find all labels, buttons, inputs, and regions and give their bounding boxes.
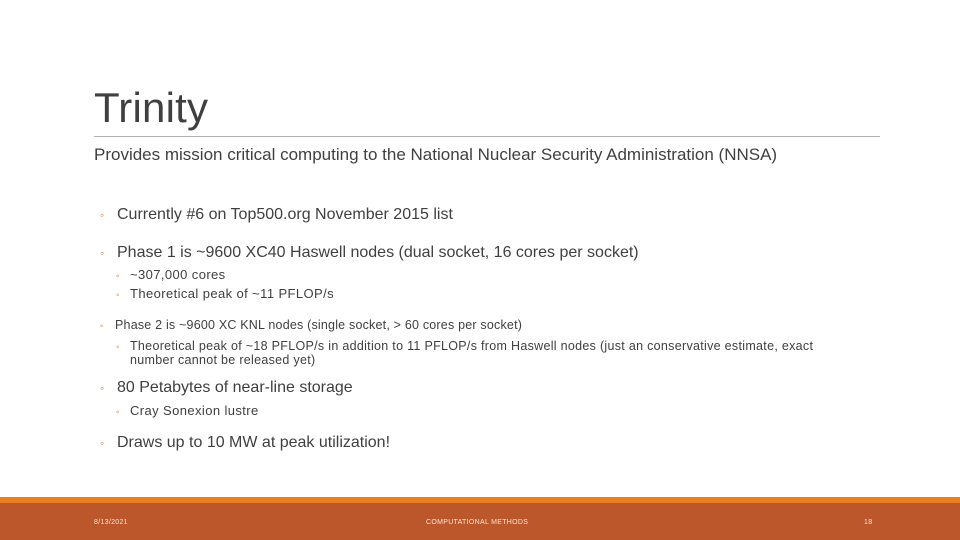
bullet-mark: ◦ [116, 271, 120, 282]
bullet-text: Phase 2 is ~9600 XC KNL nodes (single socket, > 60 cores per socket) [115, 318, 523, 332]
bullet-text: Theoretical peak of ~18 PFLOP/s in addition to 11 PFLOP/s from Haswell nodes (just an conservative estimate, exact number cannot be released yet) [130, 339, 814, 367]
footer-date: 8/13/2021 [94, 519, 128, 526]
subbullet-peak-phase1 [116, 286, 334, 301]
bullet-mark: ◦ [100, 436, 105, 450]
bullet-text: Draws up to 10 MW at peak utilization! [117, 434, 391, 451]
lead-paragraph: Provides mission critical computing to the National Nuclear Security Administration (NNSA) [94, 145, 778, 164]
bullet-text: 80 Petabytes of near-line storage [117, 379, 353, 396]
bullet-top500 [100, 206, 453, 224]
subbullet-lustre [116, 403, 259, 418]
bullet-mark: ◦ [100, 321, 104, 332]
bullet-mark: ◦ [100, 246, 105, 260]
subbullet-peak-phase2 [116, 339, 856, 367]
bullet-mark: ◦ [100, 381, 105, 395]
title-divider [94, 136, 880, 137]
bullet-text: Currently #6 on Top500.org November 2015 list [117, 206, 453, 223]
bullet-mark: ◦ [100, 208, 105, 222]
bullet-storage [100, 379, 353, 397]
subbullet-cores [116, 267, 226, 282]
bullet-mark: ◦ [116, 407, 120, 418]
footer-title: COMPUTATIONAL METHODS [426, 519, 529, 526]
bullet-phase2 [100, 318, 522, 332]
bullet-text: Phase 1 is ~9600 XC40 Haswell nodes (dual socket, 16 cores per socket) [117, 244, 639, 261]
slide-body [94, 145, 864, 451]
bullet-power [100, 434, 390, 452]
bullet-text: ~307,000 cores [130, 267, 226, 282]
slide-footer [0, 503, 960, 540]
bullet-text: Theoretical peak of ~11 PFLOP/s [130, 286, 335, 301]
bullet-phase1 [100, 244, 639, 262]
bullet-text: Cray Sonexion lustre [130, 403, 259, 418]
slide-title: Trinity [94, 84, 209, 131]
slide-number: 18 [864, 519, 873, 526]
bullet-mark: ◦ [116, 290, 120, 301]
bullet-mark: ◦ [116, 342, 120, 353]
